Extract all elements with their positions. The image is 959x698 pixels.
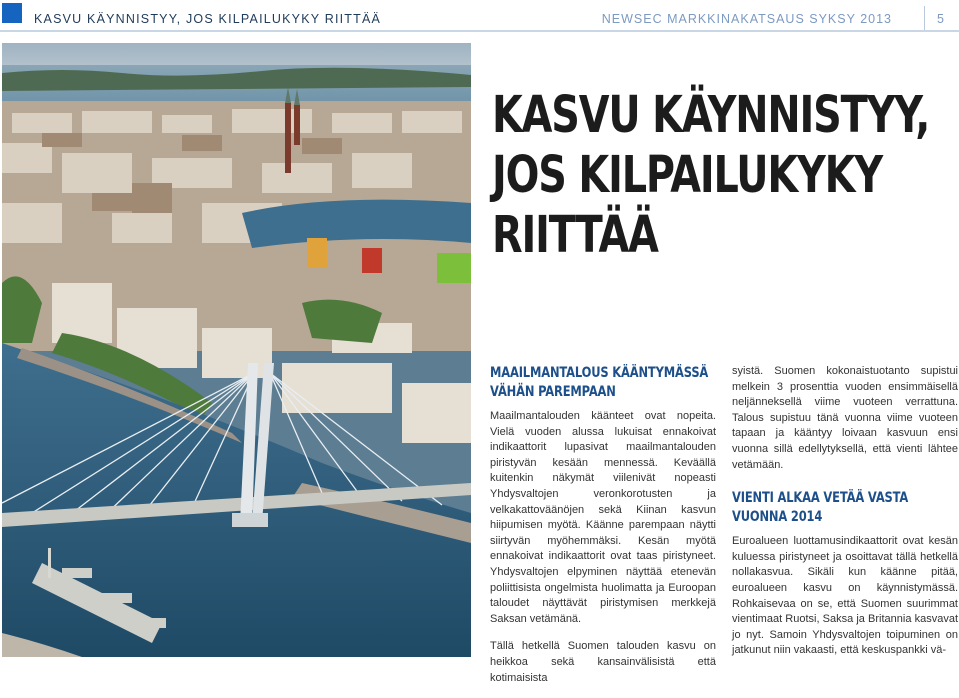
subheading-line: MAAILMANTALOUS KÄÄNTYMÄSSÄ <box>490 365 709 381</box>
subheading-exports <box>732 489 917 527</box>
body-paragraph: Maailmantalouden käänteet ovat nopeita. Vielä vuoden alussa lukuisat ennakoivat indikaattorit lupasivat maailmantalouden piristyvän kesään mennessä. Keväällä kuitenkin näkymät viilenivät nopeasti Yhdysvaltojen veronkorotusten ja velkakattoväänöjen sekä Kiinan kasvun hiipumisen myötä. Käänne parempaan näytti siirtyvän myöhemmäksi. Kesän myötä ennakoivat indikaattorit ovat taas piristyneet. Yhdysvaltojen elpyminen näyttää etenevän poliittisista ongelmista huolimatta ja Euroopan taloudet näyttävät piristymisen merkkejä Saksan vetämänä. <box>490 410 716 625</box>
headline-line-2: JOS KILPAILUKYKY <box>492 146 882 205</box>
text-column-1 <box>490 364 716 698</box>
publication-title: NEWSEC MARKKINAKATSAUS SYKSY 2013 <box>601 12 892 26</box>
subheading-line: VIENTI ALKAA VETÄÄ VASTA <box>732 490 909 507</box>
subheading-line: VUONNA 2014 <box>732 509 823 526</box>
body-paragraph: syistä. Suomen kokonaistuotanto supistui melkein 3 prosenttia vuoden ensimmäisellä neljänneksellä viime vuoteen verrattuna. Talous supistuu tänä vuonna viime vuoteen tapaan ja kääntyy loivaan kasvuun ensi vuonna sillä edellytyksellä, että vienti lähtee vetämään. <box>732 365 958 471</box>
page-number: 5 <box>937 12 944 26</box>
headline-line-1: KASVU KÄYNNISTYY, <box>492 86 930 145</box>
body-paragraph: Tällä hetkellä Suomen talouden kasvu on heikkoa sekä kansainvälisistä että kotimaisista <box>490 640 716 684</box>
main-headline <box>492 86 930 266</box>
text-column-2 <box>732 364 958 671</box>
headline-line-3: RIITTÄÄ <box>492 206 658 265</box>
city-aerial-photo <box>2 43 471 657</box>
subheading-line: VÄHÄN PAREMPAAN <box>490 384 616 400</box>
header-rule <box>0 30 959 32</box>
subheading-world-economy <box>490 364 709 402</box>
running-title: KASVU KÄYNNISTYY, JOS KILPAILUKYKY RIITTÄÄ <box>34 12 382 26</box>
body-paragraph: Euroalueen luottamusindikaattorit ovat kesän kuluessa piristyneet ja osoittavat tällä hetkellä nollakasvua. Sikäli kun käänne pitää, euroalueen kasvu on käynnistymässä. Rohkaisevaa on se, että Suomen suurimmat vientimaat Ruotsi, Saksa ja Britannia kasvavat jo nyt. Samoin Yhdysvaltojen toipuminen on jatkunut niin vakaasti, että keskuspankki vä- <box>732 535 958 657</box>
header-divider <box>924 6 925 30</box>
brand-square-icon <box>2 3 22 23</box>
page-header <box>0 0 959 40</box>
